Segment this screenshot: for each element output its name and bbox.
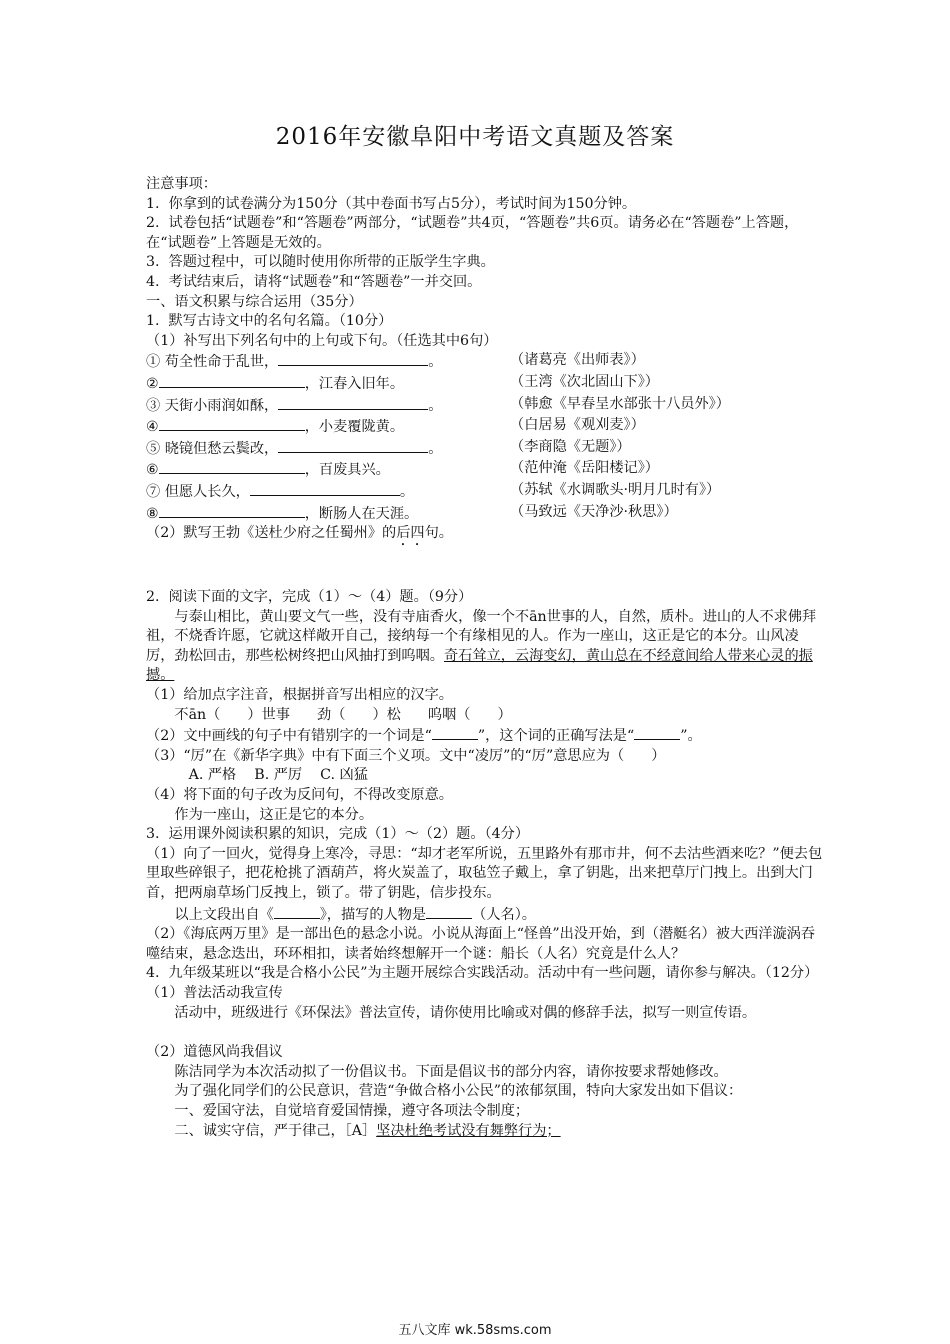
answer-blank[interactable]: [426, 904, 472, 919]
question-4-sub1-text: 活动中，班级进行《环保法》普法宣传，请你使用比喻或对偶的修辞手法，拟写一则宣传语。: [174, 1004, 757, 1021]
answer-blank[interactable]: [159, 416, 305, 431]
fill-line-8: ⑧ ，断肠人在天涯。 （马致远《天净沙·秋思》）: [146, 503, 826, 525]
underlined-sentence: 坚决杜绝考试没有舞弊行为；: [376, 1122, 561, 1139]
proposal-item-1: 一、爱国守法，自觉培育爱国情操，遵守各项法令制度；: [174, 1102, 530, 1119]
answer-space: [146, 549, 826, 588]
notice-item: 1. 你拿到的试卷满分为150分（其中卷面书写占5分），考试时间为150分钟。: [146, 195, 637, 212]
exam-body: [146, 175, 826, 1141]
question-1-sub1: （1）补写出下列名句中的上句或下句。（任选其中6句）: [146, 332, 498, 349]
source-sentence: 作为一座山，这正是它的本分。: [174, 806, 374, 823]
section-heading: 一、语文积累与综合运用（35分）: [146, 293, 363, 310]
notice-item: 3. 答题过程中，可以随时使用你所带的正版学生字典。: [146, 254, 495, 271]
notice-heading: 注意事项：: [146, 176, 217, 192]
source-citation: （白居易《观刈麦》）: [510, 417, 645, 434]
pinyin-line: 不ān（ ）世事 劲（ ）松 呜咽（ ）: [174, 706, 512, 723]
question-2-sub3: （3）“厉”在《新华字典》中有下面三个义项。文中“凌厉”的“厉”意思应为（ ）: [146, 747, 666, 764]
notice-item: 2. 试卷包括“试题卷”和“答题卷”两部分，“试题卷”共4页，“答题卷”共6页。请务必在“答题卷”上答题，在“试题卷”上答题是无效的。: [146, 215, 799, 251]
answer-blank[interactable]: [278, 395, 428, 410]
answer-blank[interactable]: [278, 438, 428, 453]
fill-line-6: ⑥ ，百废具兴。 （范仲淹《岳阳楼记》）: [146, 459, 826, 481]
question-4-sub2-text: 陈洁同学为本次活动拟了一份倡议书。下面是倡议书的部分内容，请你按要求帮她修改。: [174, 1063, 728, 1080]
fill-line-1: ① 苟全性命于乱世， 。 （诸葛亮《出师表》）: [146, 351, 826, 373]
question-3-sub1-prompt: 以上文段出自《 》，描写的人物是 （人名）。: [146, 904, 826, 926]
question-4-sub1: （1）普法活动我宣传: [146, 984, 283, 1001]
watermark-footer: 五八文库 wk.58sms.com: [398, 1323, 552, 1338]
question-2-sub4: （4）将下面的句子改为反问句，不得改变原意。: [146, 787, 453, 804]
fill-line-5: ⑤ 晓镜但愁云鬓改， 。 （李商隐《无题》）: [146, 438, 826, 460]
answer-space: [146, 1023, 826, 1043]
fill-line-7: ⑦ 但愿人长久， 。 （苏轼《水调歌头·明月几时有》）: [146, 481, 826, 503]
question-2-head: 2. 阅读下面的文字，完成（1）～（4）题。（9分）: [146, 589, 473, 606]
question-4-head: 4. 九年级某班以“我是合格小公民”为主题开展综合实践活动。活动中有一些问题，请你参与解决。（12分）: [146, 965, 819, 982]
notice-item: 4. 考试结束后，请将“试题卷”和“答题卷”一并交回。: [146, 273, 482, 290]
source-citation: （范仲淹《岳阳楼记》）: [510, 460, 659, 477]
answer-blank[interactable]: [159, 459, 305, 474]
question-2-sub2: （2）文中画线的句子中有错别字的一个词是“ ”，这个词的正确写法是“ ”。: [146, 725, 826, 747]
question-3-passage: （1）向了一回火，觉得身上寒冷，寻思：“却才老军所说，五里路外有那市井，何不去沽些酒来吃？”便去包里取些碎银子，把花枪挑了酒葫芦，将火炭盖了，取毡笠子戴上，拿了钥匙，出来把草厅门拽上。出到大门首，把两扇草场门反拽上，锁了。带了钥匙，信步投东。: [146, 845, 823, 901]
question-2-sub1: （1）给加点字注音，根据拼音写出相应的汉字。: [146, 687, 453, 704]
page-title: 2016年安徽阜阳中考语文真题及答案: [275, 124, 675, 150]
proposal-intro: 为了强化同学们的公民意识，营造“争做合格小公民”的浓郁氛围，特向大家发出如下倡议：: [174, 1083, 743, 1100]
answer-blank[interactable]: [159, 373, 305, 388]
source-citation: （李商隐《无题》）: [510, 438, 631, 455]
question-3-head: 3. 运用课外阅读积累的知识，完成（1）～（2）题。（4分）: [146, 826, 530, 843]
underlined-sentence: 奇石耸立，云海变幻，黄山总在不经意间给人带来心灵的振撼。: [146, 647, 813, 684]
answer-blank[interactable]: [278, 351, 428, 366]
answer-blank[interactable]: [634, 725, 680, 740]
fill-line-4: ④ ，小麦覆陇黄。 （白居易《观刈麦》）: [146, 416, 826, 438]
answer-blank[interactable]: [274, 904, 320, 919]
question-1-head: 1. 默写古诗文中的名句名篇。（10分）: [146, 313, 393, 330]
emphasis-dots: 后四: [396, 525, 425, 542]
question-3-sub2: （2）《海底两万里》是一部出色的悬念小说。小说从海面上“怪兽”出没开始，到（潜艇名）被大西洋漩涡吞噬结束，悬念迭出，环环相扣，读者始终想解开一个谜：船长（人名）究竟是什么人？: [146, 926, 816, 962]
reading-passage: 与泰山相比，黄山要文气一些，没有寺庙香火，像一个不ān世事的人，自然，质朴。进山的人不求佛拜祖，不烧香许愿，它就这样敞开自己，接纳每一个有缘相见的人。作为一座山，这正是它的本分。山风凌厉，劲松回击，那些松树终把山风抽打到呜咽。奇石耸立，云海变幻，黄山总在不经意间给人带来心灵的振撼。: [146, 608, 817, 684]
choice-options: A. 严格 B. 严厉 C. 凶猛: [188, 767, 368, 784]
source-citation: （王湾《次北固山下》）: [510, 373, 659, 390]
question-1-sub2: （2）默写王勃《送杜少府之任蜀州》的后四句。: [146, 525, 453, 542]
source-citation: （马致远《天净沙·秋思》）: [510, 503, 678, 520]
answer-blank[interactable]: [250, 481, 400, 496]
fill-line-2: ② ，江春入旧年。 （王湾《次北固山下》）: [146, 373, 826, 395]
question-4-sub2: （2）道德风尚我倡议: [146, 1044, 283, 1061]
answer-blank[interactable]: [432, 725, 478, 740]
source-citation: （苏轼《水调歌头·明月几时有》）: [510, 481, 721, 498]
answer-blank[interactable]: [159, 503, 305, 518]
proposal-item-2: 二、诚实守信，严于律己，［A］坚决杜绝考试没有舞弊行为；: [174, 1122, 561, 1139]
fill-line-3: ③ 天街小雨润如酥， 。 （韩愈《早春呈水部张十八员外》）: [146, 395, 826, 417]
source-citation: （韩愈《早春呈水部张十八员外》）: [510, 395, 730, 412]
source-citation: （诸葛亮《出师表》）: [510, 352, 645, 369]
